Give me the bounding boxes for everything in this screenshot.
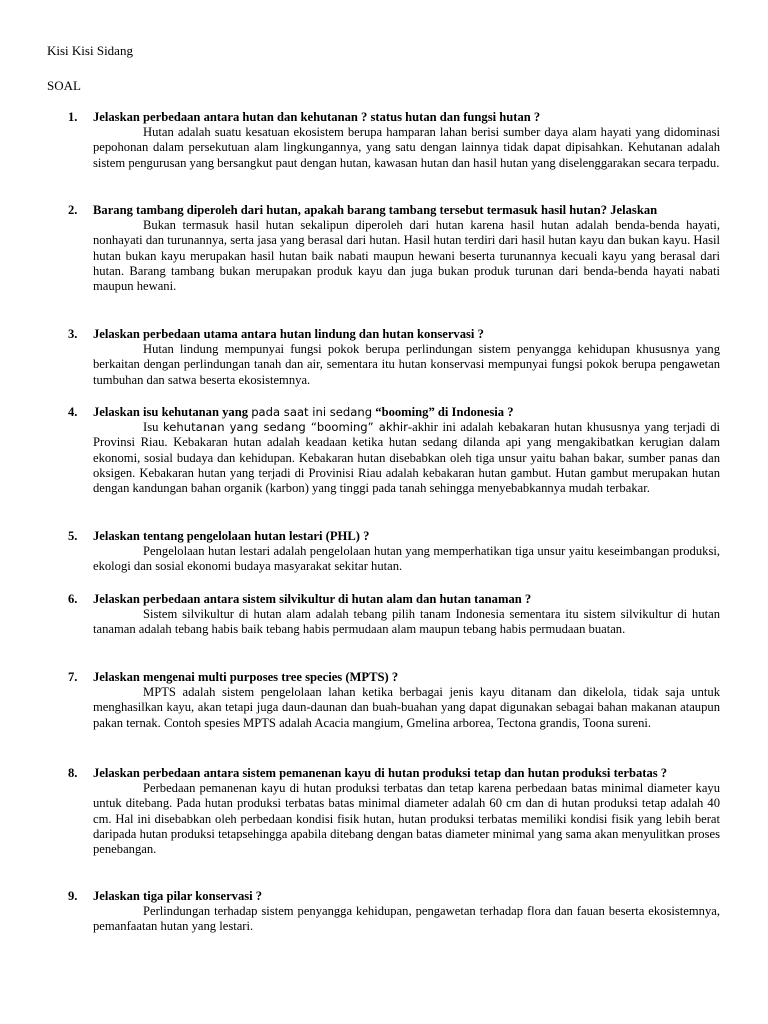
section-label: SOAL: [47, 78, 81, 93]
qa-item-8: [68, 766, 720, 857]
answer-text: Hutan adalah suatu kesatuan ekosistem berupa hamparan lahan berisi sumber daya alam hayati yang didominasi pepohonan dalam persekutuan alam lingkungannya, yang satu dengan lainnya tidak dapat dipisahkan. Kehutanan adalah sistem pengurusan yang bersangkut paut dengan hutan, kawasan hutan dan hasil hutan yang diselenggarakan secara terpadu.: [93, 125, 720, 170]
answer-text-part: kehutanan yang sedang “booming” akhir: [162, 420, 408, 435]
qa-item-7: [68, 670, 720, 731]
qa-item-1: [68, 110, 720, 171]
answer-text: MPTS adalah sistem pengelolaan lahan ketika berbagai jenis kayu ditanam dan dikelola, tidak saja untuk menghasilkan kayu, akan tetapi juga daun-daunan dan buah-buahan yang dapat digunakan sebagai bahan makanan ataupun pakan ternak. Contoh spesies MPTS adalah Acacia mangium, Gmelina arborea, Tectona grandis, Toona sureni.: [93, 685, 720, 730]
qa-item-9: [68, 889, 720, 935]
item-number: 2.: [68, 203, 78, 217]
item-number: 4.: [68, 405, 78, 419]
question-text: Jelaskan mengenai multi purposes tree species (MPTS) ?: [93, 670, 399, 684]
qa-item-5: [68, 529, 720, 575]
answer-text-part: -akhir ini adalah kebakaran hutan khususnya yang terjadi di Provinsi Riau. Kebakaran hutan adalah keadaan ketika hutan sedang dilanda api yang mengakibatkan kerugian dalam ekonomi, sosial budaya dan kehidupan. Kebakaran hutan disebabkan oleh tiga unsur yaitu bahan bakar, sumber panas dan oksigen. Kebakaran hutan yang terjadi di Provinisi Riau adalah kebakaran hutan gambut. Hutan gambut merupakan hutan dengan kandungan bahan organik (karbon) yang tinggi pada tanah sehingga menyebabkannya mudah terbakar.: [93, 420, 720, 496]
question-text: Jelaskan perbedaan antara sistem silvikultur di hutan alam dan hutan tanaman ?: [93, 592, 532, 606]
question-text: Jelaskan perbedaan antara sistem pemanenan kayu di hutan produksi tetap dan hutan produksi terbatas ?: [93, 766, 668, 780]
answer-text: Pengelolaan hutan lestari adalah pengelolaan hutan yang memperhatikan tiga unsur yaitu keseimbangan produksi, ekologi dan sosial ekonomi budaya masyarakat sekitar hutan.: [93, 544, 720, 574]
item-number: 3.: [68, 327, 78, 341]
item-number: 7.: [68, 670, 78, 684]
question-text: [93, 405, 720, 420]
question-text: Jelaskan tentang pengelolaan hutan lestari (PHL) ?: [93, 529, 370, 543]
item-number: 1.: [68, 110, 78, 124]
qa-item-3: [68, 327, 720, 388]
qa-item-4: [68, 405, 720, 496]
question-text-part: pada saat ini sedang: [251, 405, 373, 419]
answer-text: Perbedaan pemanenan kayu di hutan produksi terbatas dan tetap karena perbedaan batas minimal diameter kayu untuk ditebang. Pada hutan produksi terbatas batas minimal diameter adalah 60 cm dan di hutan produksi tetap adalah 40 cm. Hal ini disebabkan oleh perbedaan kondisi fisik hutan, hutan produksi terbatas memiliki kondisi fisik yang lebih berat daripada hutan produksi tetapsehingga apabila ditebang dengan batas diameter minimal yang sama akan menyulitkan proses penebangan.: [93, 781, 720, 857]
item-number: 6.: [68, 592, 78, 606]
answer-text: Perlindungan terhadap sistem penyangga kehidupan, pengawetan terhadap flora dan fauan beserta ekosistemnya, pemanfaatan hutan yang lestari.: [93, 904, 720, 934]
item-number: 9.: [68, 889, 78, 903]
question-text: Jelaskan tiga pilar konservasi ?: [93, 889, 263, 903]
answer-text: [93, 420, 720, 496]
qa-item-6: [68, 592, 720, 638]
qa-item-2: [68, 203, 720, 294]
question-text-part: Jelaskan isu kehutanan yang: [93, 405, 249, 419]
question-text-part: “booming” di Indonesia ?: [375, 405, 514, 419]
answer-text: Hutan lindung mempunyai fungsi pokok berupa perlindungan sistem penyangga kehidupan khususnya yang berkaitan dengan perlindungan tanah dan air, sementara itu hutan konservasi mempunyai fungsi pokok berupa pengawetan tumbuhan dan satwa beserta ekosistemnya.: [93, 342, 720, 387]
answer-text: Bukan termasuk hasil hutan sekalipun diperoleh dari hutan karena hasil hutan adalah benda-benda hayati, nonhayati dan turunannya, serta jasa yang berasal dari hutan. Hasil hutan terdiri dari hasil hutan kayu dan bukan kayu. Hasil hutan bukan kayu merupakan hasil hutan baik nabati maupun hewani beserta turunannya kecuali kayu yang berasal dari hutan. Barang tambang bukan merupakan produk kayu dan juga bukan produk turunan dari benda-benda hayati nabati maupun hewani.: [93, 218, 720, 294]
question-text: Jelaskan perbedaan utama antara hutan lindung dan hutan konservasi ?: [93, 327, 484, 341]
question-text: Barang tambang diperoleh dari hutan, apakah barang tambang tersebut termasuk hasil hutan? Jelaskan: [93, 203, 658, 217]
answer-text-part: Isu: [143, 420, 159, 435]
document-title: Kisi Kisi Sidang: [47, 43, 133, 58]
question-text: Jelaskan perbedaan antara hutan dan kehutanan ? status hutan dan fungsi hutan ?: [93, 110, 541, 124]
answer-text: Sistem silvikultur di hutan alam adalah tebang pilih tanam Indonesia sementara itu sistem silvikultur di hutan tanaman adalah tebang habis baik tebang habis permudaan alam maupun tebang habis permudaan buatan.: [93, 607, 720, 637]
item-number: 8.: [68, 766, 78, 780]
item-number: 5.: [68, 529, 78, 543]
